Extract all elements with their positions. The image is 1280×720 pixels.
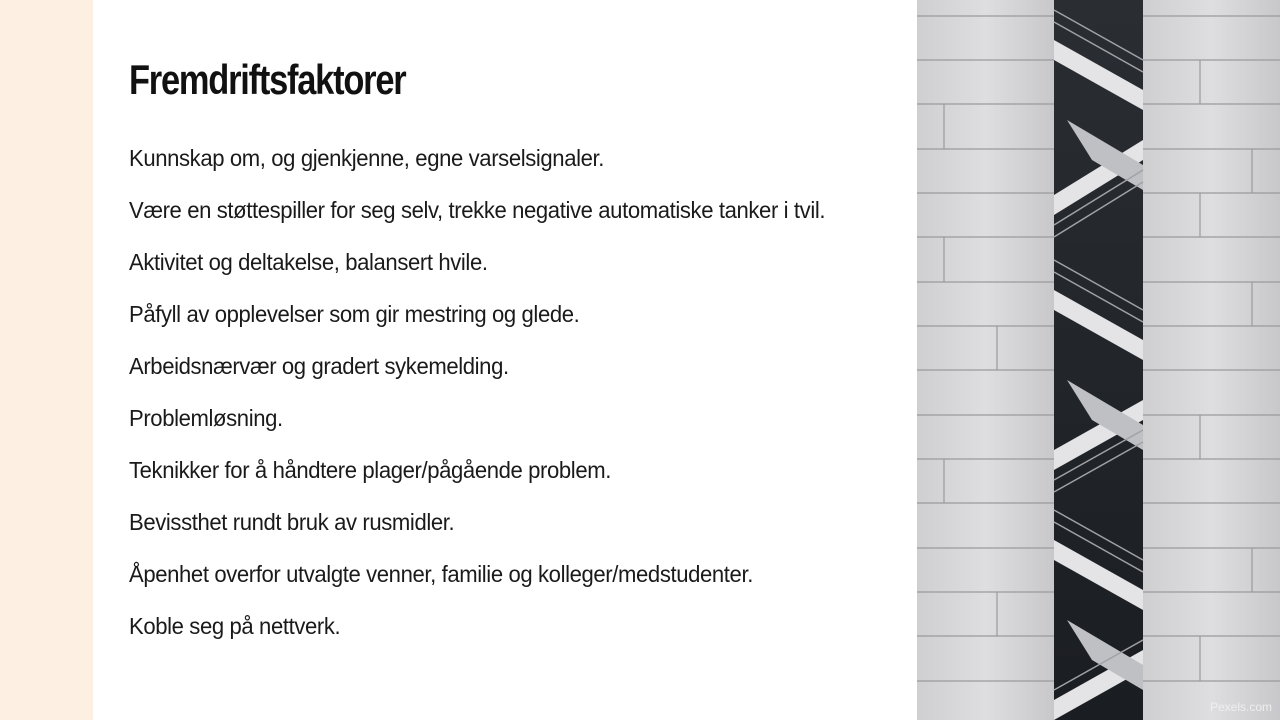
bullet-item: Være en støttespiller for seg selv, trekke negative automatiske tanker i tvil. <box>129 197 826 223</box>
accent-strip <box>0 0 93 720</box>
photo-credit: Pexels.com <box>1209 700 1272 714</box>
slide-title: Fremdriftsfaktorer <box>129 56 406 103</box>
bullet-item: Bevissthet rundt bruk av rusmidler. <box>129 509 455 535</box>
slide-content <box>129 0 899 720</box>
staircase-illustration <box>917 0 1280 720</box>
staircase-photo <box>917 0 1280 720</box>
bullet-item: Aktivitet og deltakelse, balansert hvile. <box>129 249 488 275</box>
bullet-item: Påfyll av opplevelser som gir mestring og glede. <box>129 301 580 327</box>
bullet-item: Teknikker for å håndtere plager/pågående problem. <box>129 457 611 483</box>
bullet-item: Problemløsning. <box>129 405 283 431</box>
bullet-item: Koble seg på nettverk. <box>129 613 341 639</box>
bullet-item: Kunnskap om, og gjenkjenne, egne varselsignaler. <box>129 145 605 171</box>
bullet-list <box>129 142 899 662</box>
bullet-item: Arbeidsnærvær og gradert sykemelding. <box>129 353 509 379</box>
bullet-item: Åpenhet overfor utvalgte venner, familie og kolleger/medstudenter. <box>129 561 753 587</box>
